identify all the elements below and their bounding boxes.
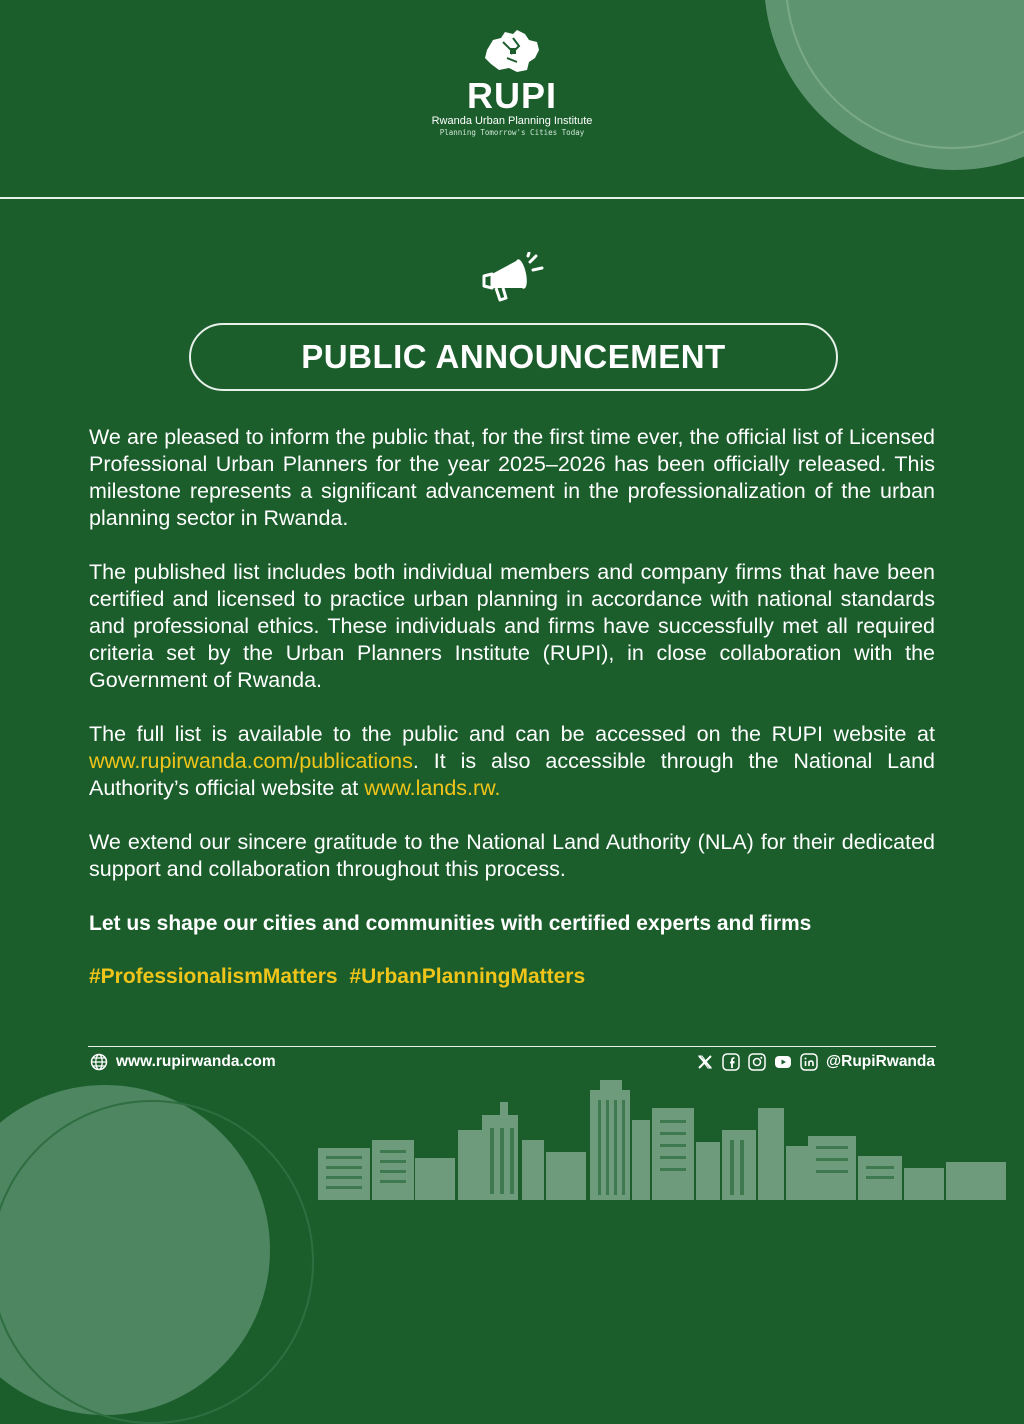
instagram-icon[interactable]	[748, 1053, 766, 1071]
website-url[interactable]: www.rupirwanda.com	[116, 1053, 276, 1070]
header-divider	[0, 197, 1024, 199]
paragraph-list-details: The published list includes both individual members and company firms that have been certified and licensed to practice urban planning in accordance with national standards and professional ethics. These individuals and firms have successfully met all required criteria set by the Urban Planners Institute (RUPI), in close collaboration with the Government of Rwanda.	[89, 560, 935, 692]
megaphone-icon	[478, 252, 546, 304]
x-icon[interactable]	[696, 1053, 714, 1071]
access-text-middle: . It is also accessible through the National Land Authority’s official website at	[89, 749, 935, 800]
brand-full-name: Rwanda Urban Planning Institute	[431, 115, 593, 127]
announcement-title-badge	[189, 323, 838, 391]
brand-name: RUPI	[466, 75, 557, 116]
footer-divider	[88, 1046, 936, 1047]
footer-website[interactable]	[90, 1050, 276, 1074]
decorative-ring-top	[785, 0, 1024, 149]
paragraph-intro: We are pleased to inform the public that, for the first time ever, the official list of Licensed Professional Urban Planners for the year 2025–2026 has been officially released. This milestone represents a significant advancement in the professionalization of the urban planning sector in Rwanda.	[89, 425, 935, 530]
facebook-icon[interactable]	[722, 1053, 740, 1071]
youtube-icon[interactable]	[774, 1053, 792, 1071]
publications-link[interactable]: www.rupirwanda.com/publications	[89, 749, 413, 773]
lands-link[interactable]: www.lands.rw.	[364, 776, 501, 800]
access-text-start: The full list is available to the public and can be accessed on the RUPI website at	[89, 722, 935, 746]
rwanda-map-icon	[477, 28, 547, 76]
footer-social	[696, 1050, 935, 1074]
page-title: PUBLIC ANNOUNCEMENT	[301, 338, 726, 375]
announcement-body	[89, 424, 935, 990]
linkedin-icon[interactable]	[800, 1053, 818, 1071]
paragraph-gratitude: We extend our sincere gratitude to the National Land Authority (NLA) for their dedicated support and collaboration throughout this process.	[89, 830, 935, 881]
social-handle[interactable]: @RupiRwanda	[826, 1053, 935, 1070]
city-skyline-illustration	[0, 1080, 1024, 1200]
globe-icon	[90, 1053, 108, 1071]
logo	[424, 28, 600, 137]
paragraph-access	[89, 721, 935, 802]
hashtags[interactable]: #ProfessionalismMatters #UrbanPlanningMatters	[89, 965, 586, 988]
brand-tagline: Planning Tomorrow's Cities Today	[439, 128, 585, 137]
closing-statement: Let us shape our cities and communities with certified experts and firms	[89, 912, 812, 935]
